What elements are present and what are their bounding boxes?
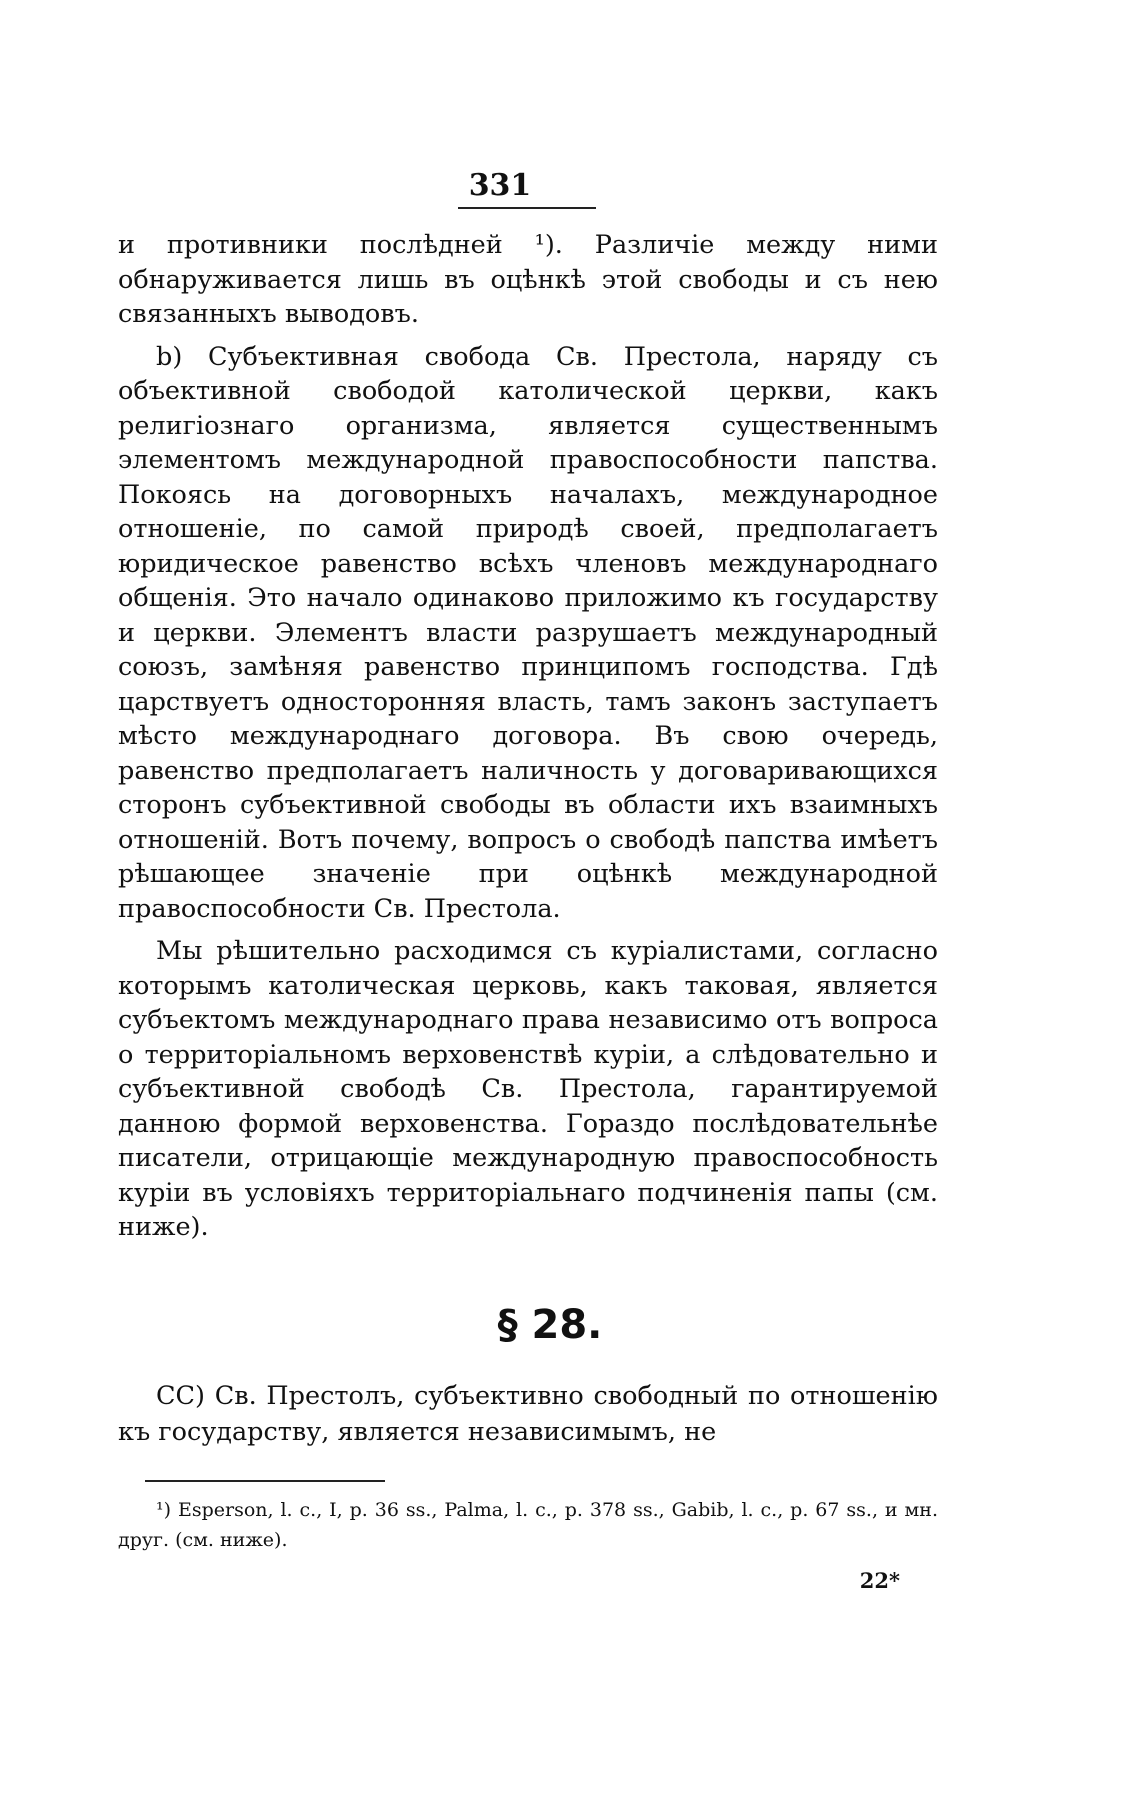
page-number: 331	[468, 168, 532, 203]
body-text	[118, 228, 938, 1253]
section-heading: § 28.	[497, 1302, 603, 1348]
footnote-text: ¹) Esperson, l. c., I, p. 36 ss., Palma, l. c., p. 378 ss., Gabib, l. c., p. 67 ss., и мн. друг. (см. ниже).	[118, 1499, 938, 1551]
paragraph-b: b) Субъективная свобода Св. Престола, наряду съ объективной свободой католической церкви, какъ религіознаго организма, является существеннымъ элементомъ международной правоспособности папства. Покоясь на договорныхъ началахъ, международное отношеніе, по самой природѣ своей, предполагаетъ юридическое равенство всѣхъ членовъ международнаго общенія. Это начало одинаково приложимо къ государству и церкви. Элементъ власти разрушаетъ международный союзъ, замѣняя равенство принципомъ господства. Гдѣ царствуетъ односторонняя власть, тамъ законъ заступаетъ мѣсто международнаго договора. Въ свою очередь, равенство предполагаетъ наличность у договаривающихся сторонъ субъективной свободы въ области ихъ взаимныхъ отношеній. Вотъ почему, вопросъ о свободѣ папства имѣетъ рѣшающее значеніе при оцѣнкѣ международной правоспособности Св. Престола.	[118, 341, 938, 924]
paragraph-continuation: и противники послѣдней ¹). Различіе между ними обнаруживается лишь въ оцѣнкѣ этой свободы и съ нею связанныхъ выводовъ.	[118, 230, 938, 329]
page-number-rule	[458, 207, 596, 209]
section-body	[118, 1378, 938, 1450]
footnote	[118, 1495, 938, 1555]
signature-mark: 22*	[859, 1568, 900, 1593]
section-paragraph: CC) Св. Престолъ, субъективно свободный по отношенію къ государству, является независимымъ, не	[118, 1381, 938, 1447]
footnote-divider	[145, 1480, 385, 1482]
paragraph-curialists: Мы рѣшительно расходимся съ куріалистами, согласно которымъ католическая церковь, какъ таковая, является субъектомъ международнаго права независимо отъ вопроса о территоріальномъ верховенствѣ куріи, а слѣдовательно и субъективной свободѣ Св. Престола, гарантируемой данною формой верховенства. Гораздо послѣдовательнѣе писатели, отрицающіе международную правоспособность куріи въ условіяхъ территоріальнаго подчиненія папы (см. ниже).	[118, 936, 938, 1242]
